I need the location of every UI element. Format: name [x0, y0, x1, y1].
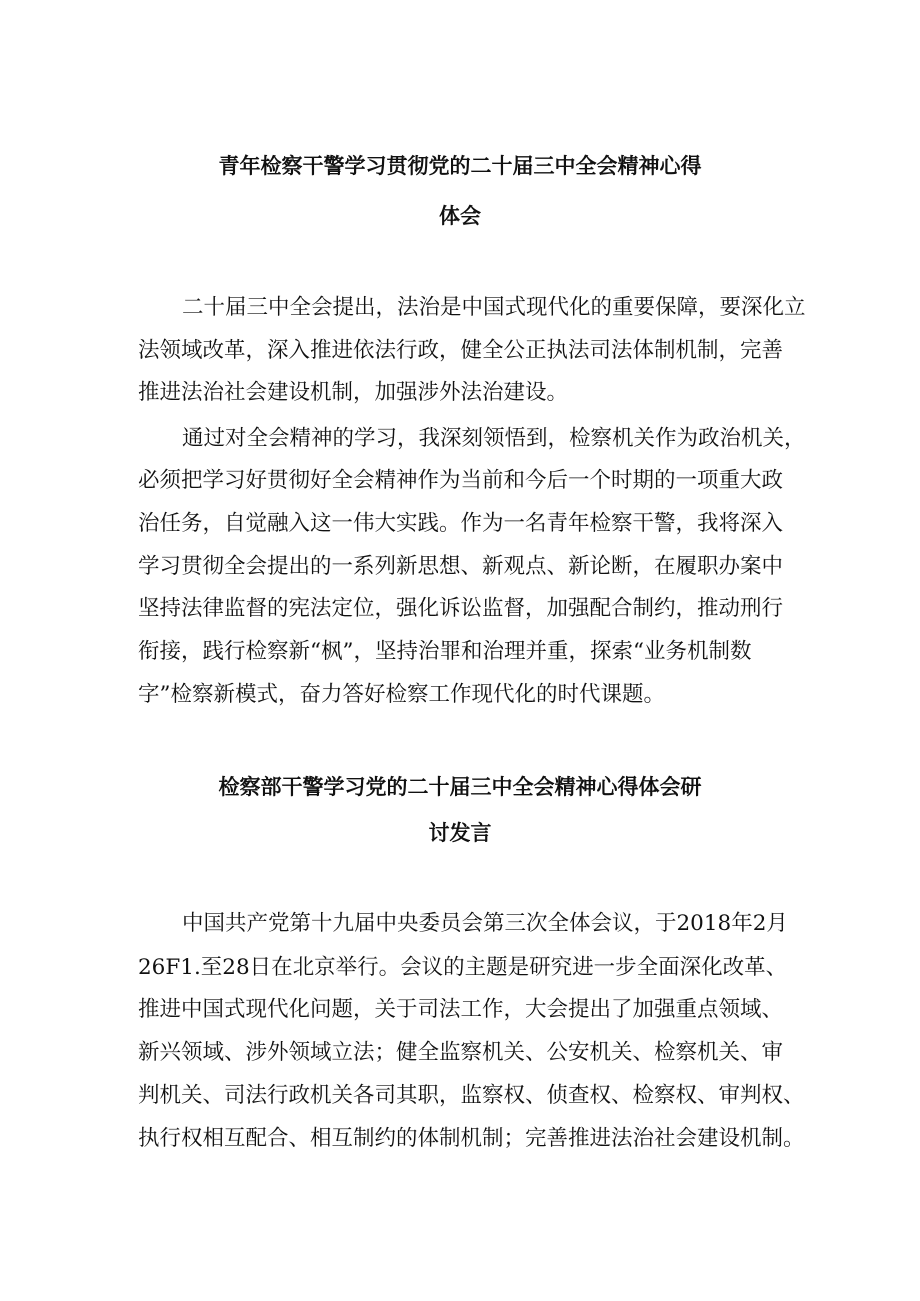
article2-p1-line-6: 执行权相互配合、相互制约的体制机制；完善推进法治社会建设机制。 [138, 1126, 805, 1151]
article1-title-line-1: 青年检察干警学习贯彻党的二十届三中全会精神心得 [218, 154, 702, 178]
article1-p2-line-6: 衔接，践行检察新“枫”，坚持治罪和治理并重，探索“业务机制数 [138, 639, 752, 664]
article1-p1-line-1: 二十届三中全会提出，法治是中国式现代化的重要保障，要深化立 [182, 295, 806, 320]
article2-p1-line-5: 判机关、司法行政机关各司其职，监察权、侦查权、检察权、审判权、 [138, 1083, 805, 1108]
article2-title-line-1: 检察部干警学习党的二十届三中全会精神心得体会研 [218, 775, 702, 799]
article1-p2-line-4: 学习贯彻全会提出的一系列新思想、新观点、新论断，在履职办案中 [138, 554, 784, 579]
article1-p2-line-2: 必须把学习好贯彻好全会精神作为当前和今后一个时期的一项重大政 [138, 468, 784, 493]
article1-p2-line-5: 坚持法律监督的宪法定位，强化诉讼监督，加强配合制约，推动刑行 [138, 596, 784, 621]
article1-p1-line-3: 推进法治社会建设机制，加强涉外法治建设。 [138, 380, 569, 405]
article2-p1-line-1: 中国共产党第十九届中央委员会第三次全体会议，于2018年2月 [182, 911, 788, 936]
article1-p1-line-2: 法领域改革，深入推进依法行政，健全公正执法司法体制机制，完善 [138, 338, 784, 363]
article2-p1-line-4: 新兴领域、涉外领域立法；健全监察机关、公安机关、检察机关、审 [138, 1040, 784, 1065]
article1-p2-line-1: 通过对全会精神的学习，我深刻领悟到，检察机关作为政治机关， [182, 426, 806, 451]
article1-p2-line-3: 治任务，自觉融入这一伟大实践。作为一名青年检察干警，我将深入 [138, 511, 784, 536]
article2-p1-line-3: 推进中国式现代化问题，关于司法工作，大会提出了加强重点领域、 [138, 997, 784, 1022]
article1-title-line-2: 体会 [439, 204, 481, 228]
article2-p1-line-2: 26F1.至28日在北京举行。会议的主题是研究进一步全面深化改革、 [138, 955, 788, 980]
article2-title-line-2: 讨发言 [428, 821, 492, 845]
article1-p2-line-7: 字”检察新模式，奋力答好检察工作现代化的时代课题。 [138, 682, 665, 707]
